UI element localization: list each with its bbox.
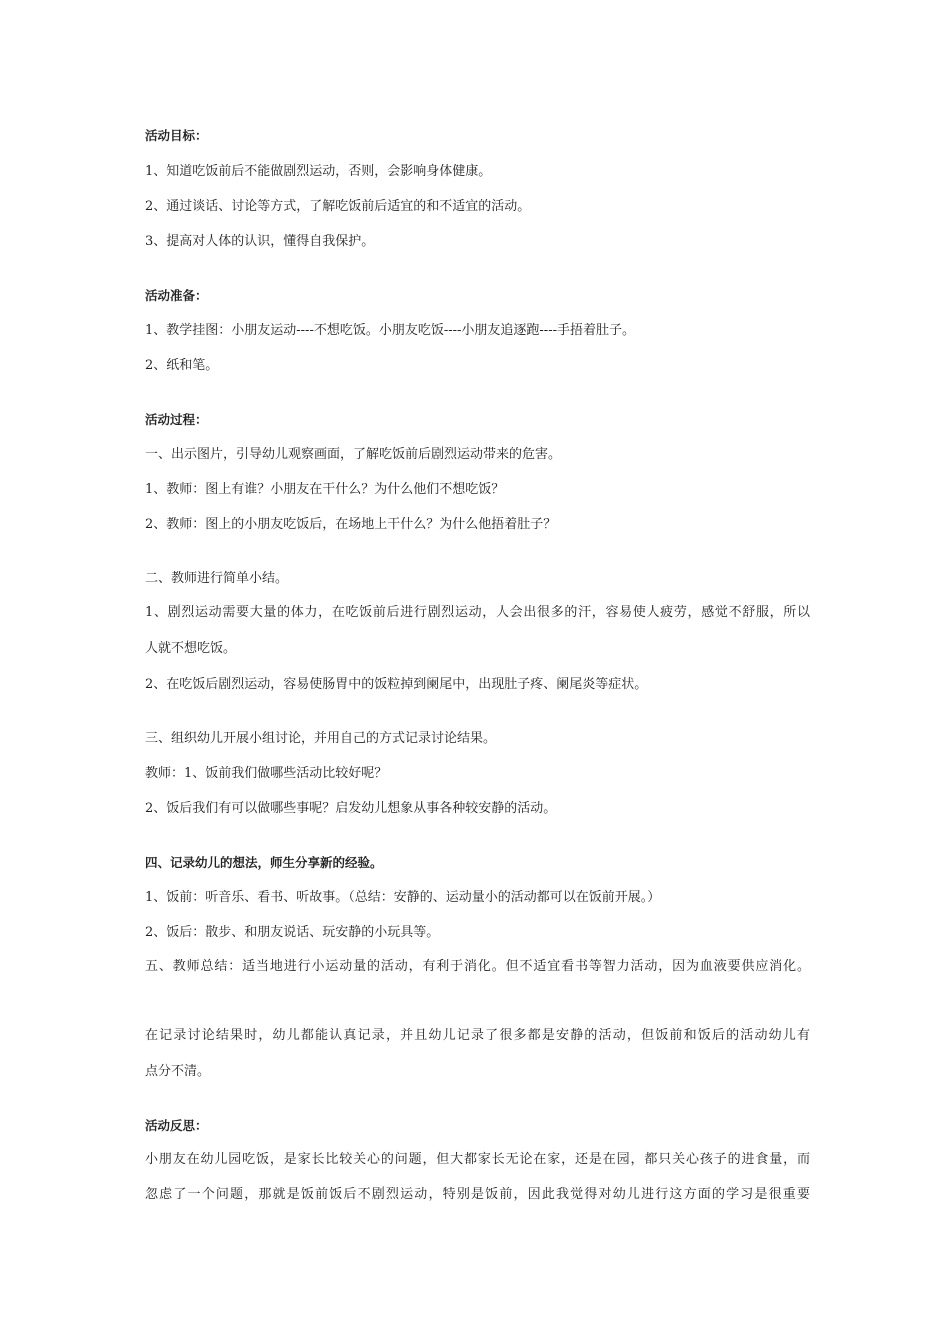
- process-part2-item1-line2: 人就不想吃饭。: [145, 641, 237, 656]
- process-part2-item2: 2、在吃饭后剧烈运动，容易使肠胃中的饭粒掉到阑尾中，出现肚子疼、阑尾炎等症状。: [145, 677, 648, 692]
- process-part2-title: 二、教师进行简单小结。: [145, 571, 289, 586]
- reflection-line-2: 忽虑了一个问题，那就是饭前饭后不剧烈运动，特别是饭前，因此我觉得对幼儿进行这方面的学习是很重要: [145, 1187, 810, 1202]
- process-part4-title: 四、记录幼儿的想法，师生分享新的经验。: [145, 855, 383, 870]
- process-part4-item-1: 1、饭前：听音乐、看书、听故事。（总结：安静的、运动量小的活动都可以在饭前开展。）: [145, 890, 661, 905]
- process-part1-title: 一、出示图片，引导幼儿观察画面，了解吃饭前后剧烈运动带来的危害。: [145, 447, 562, 462]
- observation-line-2: 点分不清。: [145, 1064, 211, 1079]
- process-part3-item-2: 2、饭后我们有可以做哪些事呢？启发幼儿想象从事各种较安静的活动。: [145, 801, 557, 816]
- prep-item-2: 2、纸和笔。: [145, 358, 219, 373]
- goal-item-3: 3、提高对人体的认识，懂得自我保护。: [145, 234, 375, 249]
- observation-line-1: 在记录讨论结果时，幼儿都能认真记录，并且幼儿记录了很多都是安静的活动，但饭前和饭后的活动幼儿有: [145, 1028, 810, 1043]
- process-part1-item-1: 1、教师：图上有谁？小朋友在干什么？为什么他们不想吃饭？: [145, 482, 505, 497]
- goal-item-1: 1、知道吃饭前后不能做剧烈运动，否则，会影响身体健康。: [145, 164, 492, 179]
- prep-heading: 活动准备：: [145, 288, 208, 303]
- process-heading: 活动过程：: [145, 412, 208, 427]
- process-part4-item-2: 2、饭后：散步、和朋友说话、玩安静的小玩具等。: [145, 925, 440, 940]
- process-part2-item1-line1: 1、剧烈运动需要大量的体力，在吃饭前后进行剧烈运动，人会出很多的汗，容易使人疲劳，感觉不舒服，所以: [145, 605, 810, 620]
- prep-item-1: 1、教学挂图：小朋友运动----不想吃饭。小朋友吃饭----小朋友追逐跑----手捂着肚子。: [145, 323, 635, 338]
- reflection-line-1: 小朋友在幼儿园吃饭，是家长比较关心的问题，但大都家长无论在家，还是在园，都只关心孩子的进食量，而: [145, 1152, 810, 1167]
- process-part5: 五、教师总结：适当地进行小运动量的活动，有利于消化。但不适宜看书等智力活动，因为血液要供应消化。: [145, 959, 810, 974]
- reflection-heading: 活动反思：: [145, 1118, 208, 1133]
- process-part3-title: 三、组织幼儿开展小组讨论，并用自己的方式记录讨论结果。: [145, 731, 497, 746]
- goals-heading: 活动目标：: [145, 128, 208, 143]
- process-part3-item-1: 教师：1、饭前我们做哪些活动比较好呢？: [145, 766, 388, 781]
- goal-item-2: 2、通过谈话、讨论等方式，了解吃饭前后适宜的和不适宜的活动。: [145, 199, 531, 214]
- process-part1-item-2: 2、教师：图上的小朋友吃饭后，在场地上干什么？为什么他捂着肚子？: [145, 517, 557, 532]
